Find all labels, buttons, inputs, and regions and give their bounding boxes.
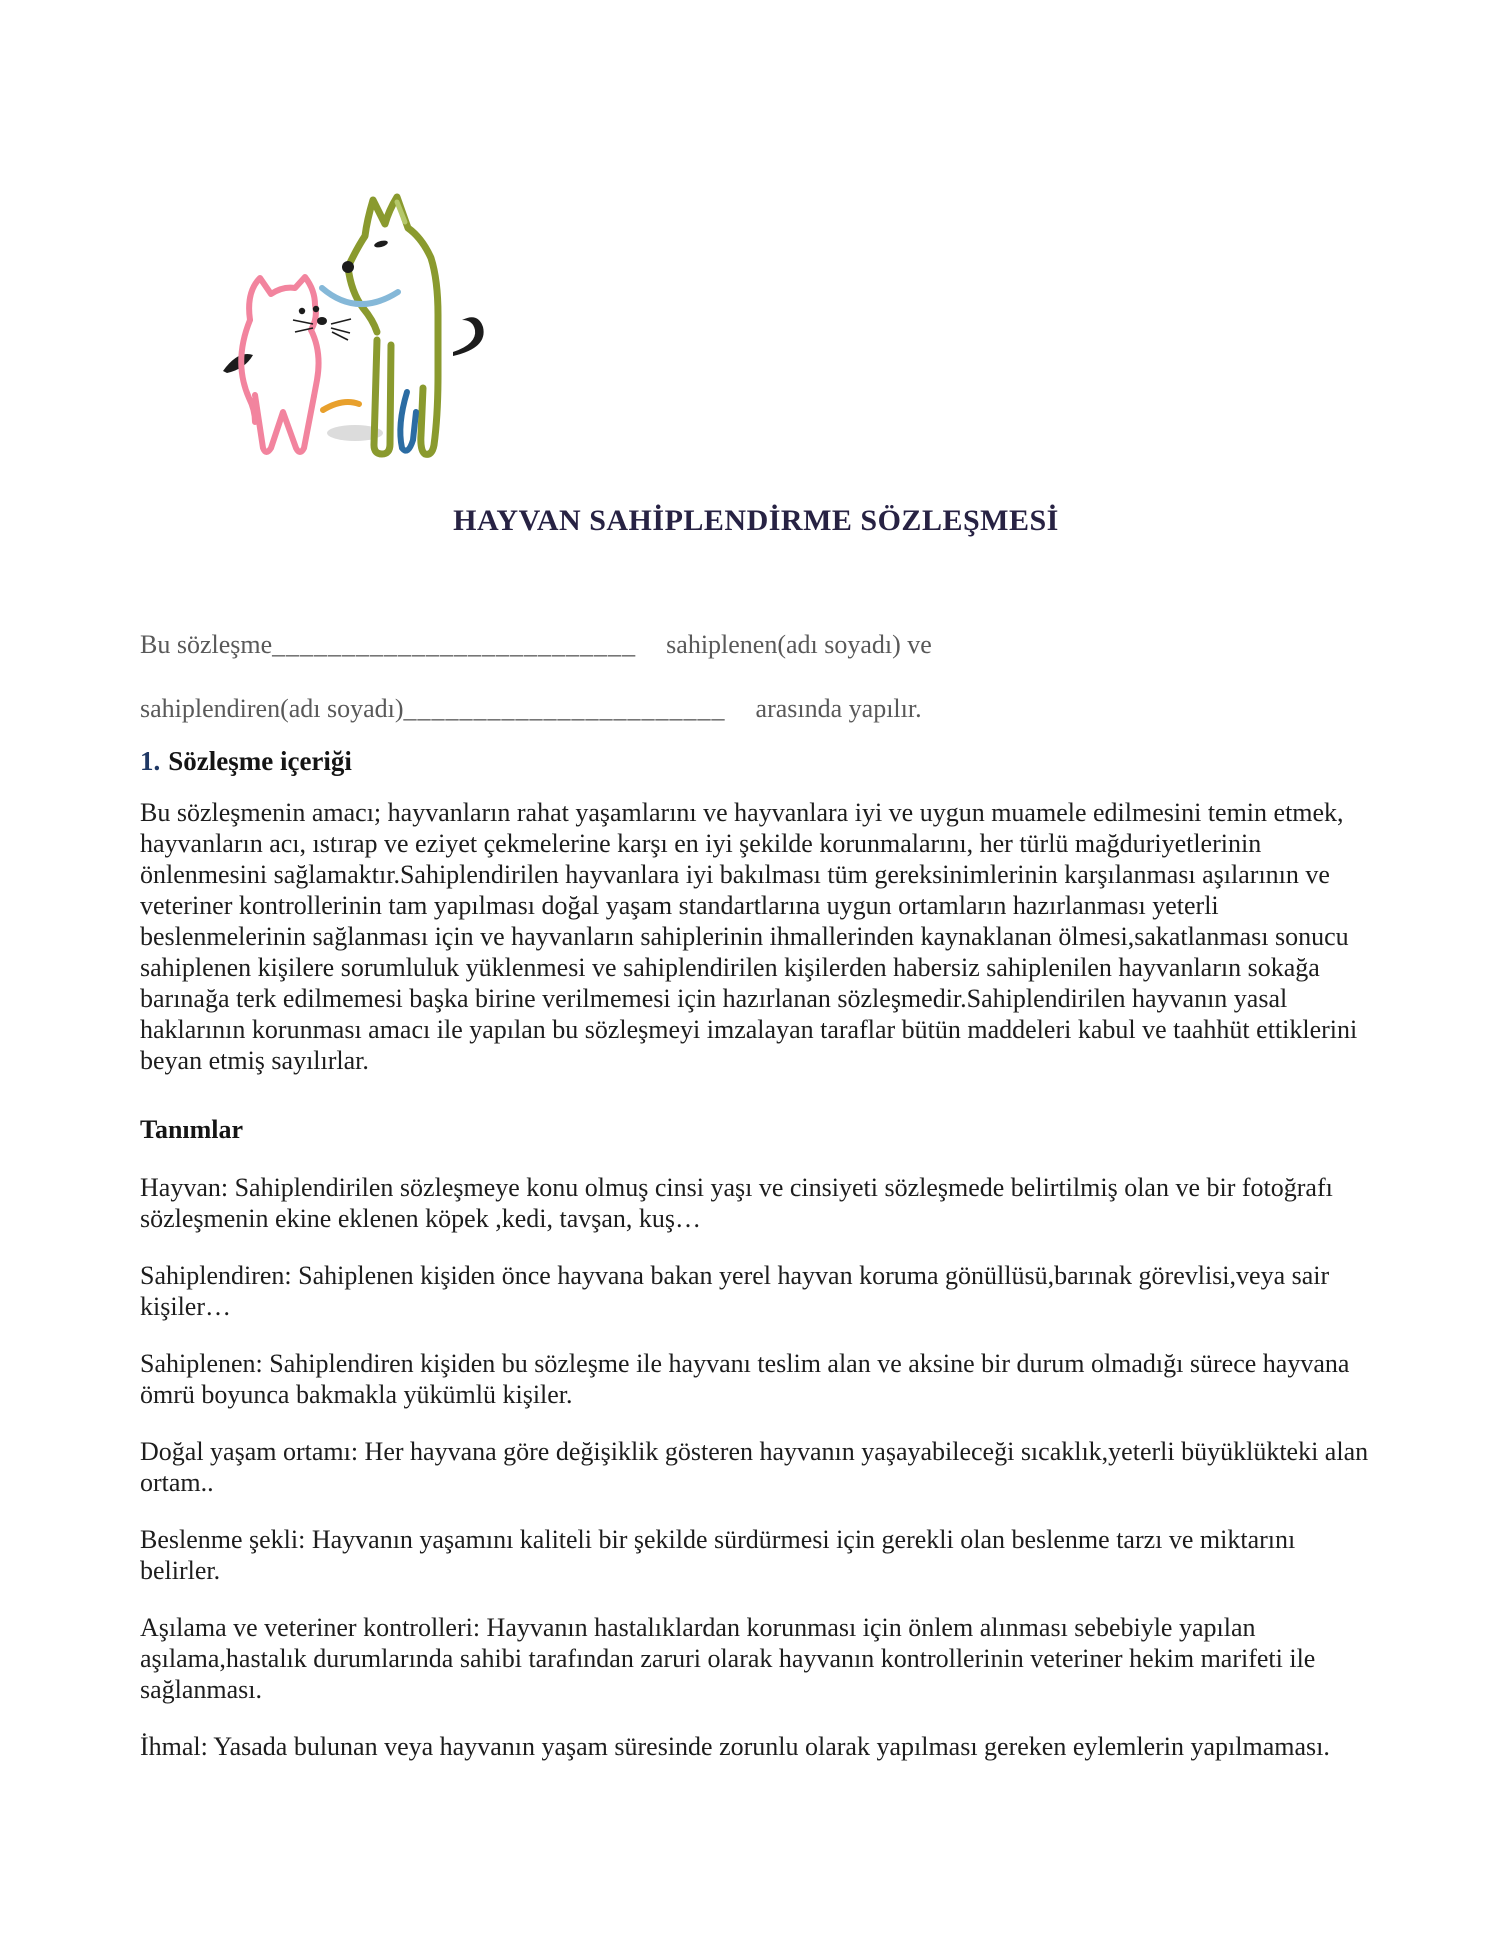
cat-left-eye	[299, 308, 305, 314]
definition-hayvan: Hayvan: Sahiplendirilen sözleşmeye konu olmuş cinsi yaşı ve cinsiyeti sözleşmede belirtilmiş olan ve bir fotoğrafı sözleşmenin ekine eklenen köpek ,kedi, tavşan, kuş…	[140, 1173, 1333, 1233]
dog-hind-leg-accent	[400, 392, 416, 451]
section-1-heading	[140, 744, 1372, 778]
section-1-number: 1.	[140, 746, 161, 776]
dog-eye	[373, 239, 388, 248]
intro-line-2	[140, 694, 1372, 724]
section-1-paragraph: Bu sözleşmenin amacı; hayvanların rahat yaşamlarını ve hayvanlara iyi ve uygun muamele edilmesini temin etmek, hayvanların acı, ıstırap ve eziyet çekmelerine karşı en iyi şekilde korunmalarını, her türlü mağduriyetlerinin önlenmesini sağlamaktır.Sahiplendirilen hayvanlara iyi bakılması tüm gereksinimlerinin karşılanması aşılarının ve veteriner kontrollerinin tam yapılması doğal yaşam standartlarına uygun ortamların hazırlanması yeterli beslenmelerinin sağlanması için ve hayvanların sahiplerinin ihmallerinden kaynaklanan ölmesi,sakatlanması sonucu sahiplenen kişilere sorumluluk yüklenmesi ve sahiplendirilen kişilerden habersiz sahiplenilen hayvanların sokağa barınağa terk edilmemesi başka birine verilmemesi için hazırlanan sözleşmedir.Sahiplendirilen hayvanın yasal haklarının korunması amacı ile yapılan bu sözleşmeyi imzalayan taraflar bütün maddeleri kabul ve taahhüt ettiklerini beyan etmiş sayılırlar.	[140, 798, 1358, 1075]
definition-ihmal: İhmal: Yasada bulunan veya hayvanın yaşam süresinde zorunlu olarak yapılması gereken eylemlerin yapılmaması.	[140, 1732, 1330, 1761]
intro-line-1	[140, 630, 1372, 660]
dog-front-leg-outline	[374, 340, 391, 454]
cat-tail-swoosh	[223, 354, 253, 373]
definitions-heading: Tanımlar	[140, 1115, 244, 1144]
orange-accent-curve	[323, 402, 359, 410]
intro-line-1-suffix: sahiplenen(adı soyadı) ve	[666, 630, 932, 659]
cat-right-eye	[313, 306, 319, 312]
document-content	[140, 500, 1372, 1762]
cat-front-legs-outline	[255, 395, 314, 452]
intro-line-2-suffix: arasında yapılır.	[755, 694, 922, 723]
dog-collar-curve	[322, 288, 398, 304]
intro-line-1-text: Bu sözleşme	[140, 630, 273, 659]
dog-nose	[342, 261, 354, 273]
definition-beslenme-sekli: Beslenme şekli: Hayvanın yaşamını kaliteli bir şekilde sürdürmesi için gerekli olan beslenme tarzı ve miktarını belirler.	[140, 1525, 1296, 1585]
definition-sahiplenen: Sahiplenen: Sahiplendiren kişiden bu sözleşme ile hayvanı teslim alan ve aksine bir durum olmadığı sürece hayvana ömrü boyunca bakmakla yükümlü kişiler.	[140, 1349, 1350, 1409]
dog-tail-swoosh	[453, 317, 484, 356]
dog-chest-outline	[348, 267, 377, 332]
fill-in-blank-giver-name: _______________________	[403, 694, 726, 723]
cat-body-left-outline	[241, 320, 255, 422]
definition-asilama-veteriner: Aşılama ve veteriner kontrolleri: Hayvanın hastalıklardan korunması için önlem alınması sebebiyle yapılan aşılama,hastalık durumlarında sahibi tarafından zaruri olarak hayvanın kontrollerinin veteriner hekim marifeti ile sağlanması.	[140, 1613, 1316, 1704]
cat-and-dog-logo	[205, 140, 515, 470]
page-title: HAYVAN SAHİPLENDİRME SÖZLEŞMESİ	[453, 504, 1059, 537]
intro-line-2-text: sahiplendiren(adı soyadı)	[140, 694, 404, 723]
cat-body-right-outline	[311, 330, 319, 396]
section-1-title: Sözleşme içeriği	[168, 746, 352, 776]
definition-dogal-yasam-ortami: Doğal yaşam ortamı: Her hayvana göre değişiklik gösteren hayvanın yaşayabileceği sıcaklık,yeterli büyüklükteki alan ortam..	[140, 1437, 1369, 1497]
cat-nose	[317, 317, 327, 325]
fill-in-blank-adopter-name: __________________________	[272, 630, 637, 659]
definition-sahiplendiren: Sahiplendiren: Sahiplenen kişiden önce hayvana bakan yerel hayvan koruma gönüllüsü,barınak görevlisi,veya sair kişiler…	[140, 1261, 1330, 1321]
